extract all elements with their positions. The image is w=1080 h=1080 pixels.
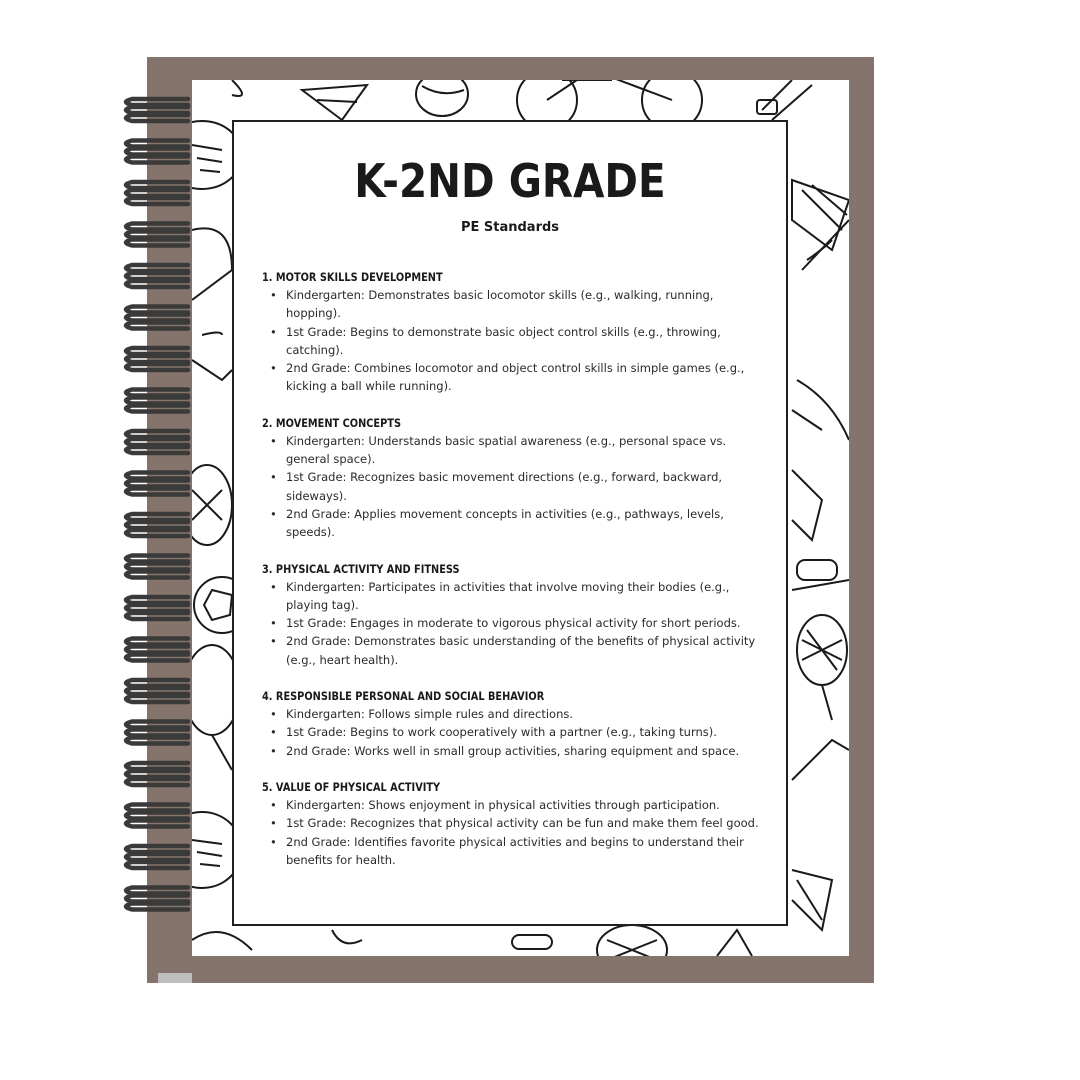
ball-icon [416, 80, 468, 116]
section-physical-activity [262, 560, 768, 669]
shuttlecock-icon [792, 470, 822, 540]
ball-icon [332, 930, 362, 943]
bat-icon [792, 560, 849, 590]
whistle-icon [512, 935, 552, 949]
list-item: • Kindergarten: Shows enjoyment in physical activities through participation. [286, 796, 768, 814]
list-item: • 1st Grade: Begins to demonstrate basic object control skills (e.g., throwing, catching). [286, 323, 768, 360]
page-title: K-2ND GRADE [354, 154, 666, 208]
list-item: • Kindergarten: Understands basic spatial awareness (e.g., personal space vs. general space). [286, 432, 768, 469]
section-heading: 4. RESPONSIBLE PERSONAL AND SOCIAL BEHAVIOR [262, 689, 545, 704]
ball-icon [192, 932, 252, 950]
section-value [262, 778, 768, 869]
list-item: • Kindergarten: Participates in activities that involve moving their bodies (e.g., playing tag). [286, 578, 768, 615]
page-subtitle: PE Standards [460, 220, 560, 235]
shuttlecock-icon [792, 870, 832, 930]
section-movement-concepts [262, 414, 768, 542]
list-item: • Kindergarten: Demonstrates basic locomotor skills (e.g., walking, running, hopping). [286, 286, 768, 323]
standards-list [262, 268, 768, 887]
list-item: • 2nd Grade: Demonstrates basic understanding of the benefits of physical activity (e.g., heart health). [286, 632, 768, 669]
section-social-behavior [262, 687, 768, 760]
section-heading: 3. PHYSICAL ACTIVITY AND FITNESS [262, 561, 460, 576]
list-item: • 1st Grade: Begins to work cooperatively with a partner (e.g., taking turns). [286, 723, 768, 741]
bat-icon [792, 740, 849, 780]
list-item: • 1st Grade: Recognizes basic movement directions (e.g., forward, backward, sideways). [286, 468, 768, 505]
badminton-racket-icon [802, 220, 849, 270]
shuttlecock-icon [792, 180, 849, 250]
section-heading: 2. MOVEMENT CONCEPTS [262, 415, 401, 430]
list-item: • 2nd Grade: Identifies favorite physical activities and begins to understand their benefits for health. [286, 833, 768, 870]
list-item: • 1st Grade: Recognizes that physical activity can be fun and make them feel good. [286, 814, 768, 832]
cone-icon [717, 930, 752, 956]
list-item: • 2nd Grade: Works well in small group activities, sharing equipment and space. [286, 742, 768, 760]
list-item: • 2nd Grade: Applies movement concepts in activities (e.g., pathways, levels, speeds). [286, 505, 768, 542]
cover-tab [158, 973, 192, 983]
bat-icon [192, 360, 232, 380]
section-heading: 1. MOTOR SKILLS DEVELOPMENT [262, 270, 443, 284]
shuttlecock-icon [302, 85, 367, 120]
list-item: • 1st Grade: Engages in moderate to vigorous physical activity for short periods. [286, 614, 768, 632]
helmet-icon [192, 228, 232, 335]
list-item: • 2nd Grade: Combines locomotor and object control skills in simple games (e.g., kicking a ball while running). [286, 359, 768, 396]
whistle-icon [232, 80, 242, 96]
bat-icon [792, 380, 849, 440]
racket-icon [192, 465, 232, 545]
section-heading: 5. VALUE OF PHYSICAL ACTIVITY [262, 779, 441, 794]
tennis-racket-icon [797, 615, 847, 720]
section-motor-skills [262, 268, 768, 396]
list-item: • Kindergarten: Follows simple rules and directions. [286, 705, 768, 723]
standards-page [232, 120, 788, 926]
racket-icon [597, 925, 667, 956]
bat-icon [757, 80, 812, 120]
